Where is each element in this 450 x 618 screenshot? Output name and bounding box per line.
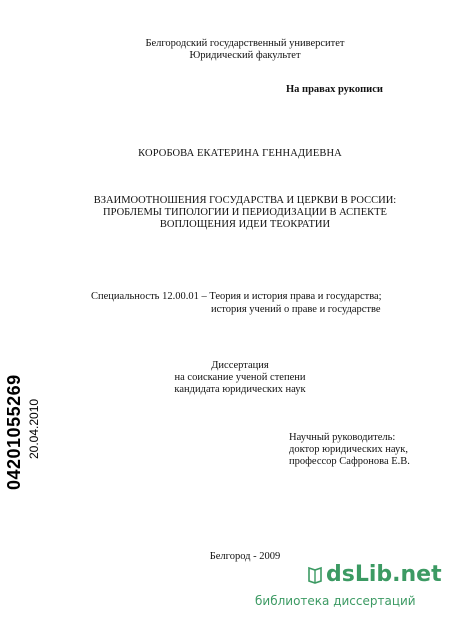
scientific-advisor xyxy=(289,432,410,468)
advisor-line: профессор Сафронова Е.В. xyxy=(289,456,410,467)
degree-line: на соискание ученой степени xyxy=(174,372,306,383)
title-line: ВОПЛОЩЕНИЯ ИДЕИ ТЕОКРАТИИ xyxy=(159,219,331,230)
watermark-tagline: библиотека диссертаций xyxy=(255,594,416,608)
watermark-logo[interactable]: dsLib.net xyxy=(326,562,442,587)
specialty-line: история учений о праве и государстве xyxy=(211,304,381,315)
specialty-line: Специальность 12.00.01 – Теория и история права и государства; xyxy=(91,291,382,302)
advisor-line: доктор юридических наук, xyxy=(289,444,408,455)
manuscript-note: На правах рукописи xyxy=(286,84,383,95)
title-line: ВЗАИМООТНОШЕНИЯ ГОСУДАРСТВА И ЦЕРКВИ В РОССИИ: xyxy=(93,195,397,206)
faculty-name: Юридический факультет xyxy=(189,50,301,61)
title-line: ПРОБЛЕМЫ ТИПОЛОГИИ И ПЕРИОДИЗАЦИИ В АСПЕКТЕ xyxy=(103,207,387,218)
archive-stamp-date: 20.04.2010 xyxy=(27,398,41,459)
degree-statement xyxy=(140,360,340,396)
author-name: КОРОБОВА ЕКАТЕРИНА ГЕННАДИЕВНА xyxy=(138,148,342,159)
book-icon xyxy=(307,566,323,584)
university-name: Белгородский государственный университет xyxy=(145,38,345,49)
degree-line: Диссертация xyxy=(211,360,269,371)
advisor-line: Научный руководитель: xyxy=(289,432,396,443)
archive-stamp-number: 04201055269 xyxy=(4,374,24,490)
dissertation-title xyxy=(60,195,430,231)
institution-header xyxy=(60,38,430,62)
site-watermark xyxy=(255,562,445,614)
degree-line: кандидата юридических наук xyxy=(174,384,306,395)
city-year: Белгород - 2009 xyxy=(209,551,281,562)
